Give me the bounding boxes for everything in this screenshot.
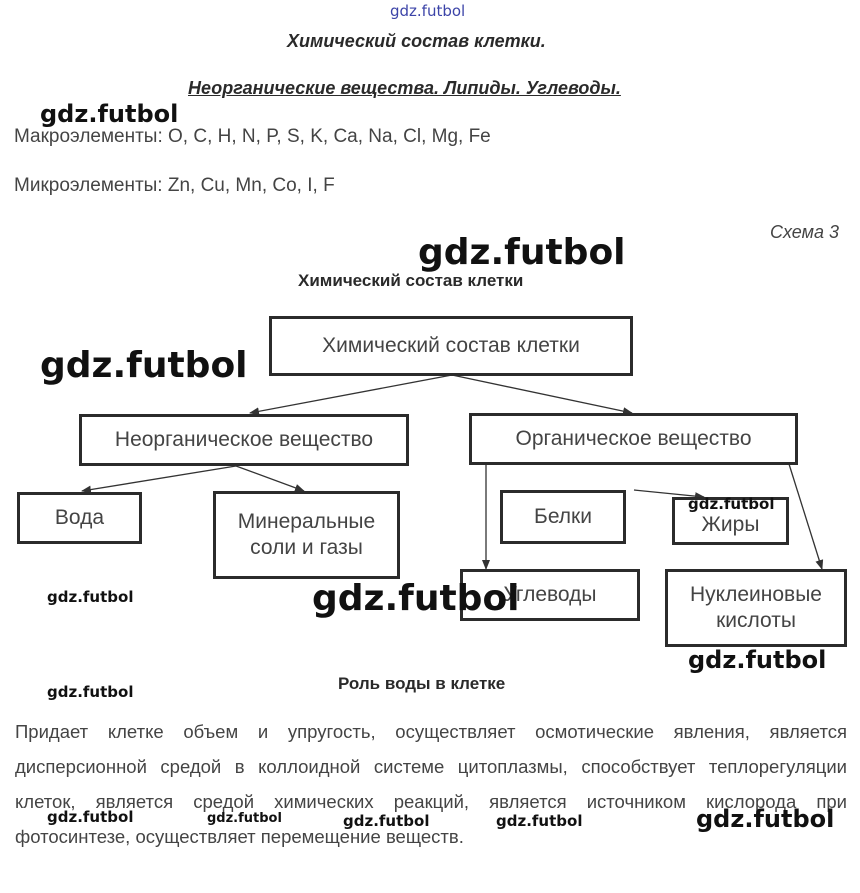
box-organic-substance xyxy=(469,413,798,465)
arrow-inorganic-to-minerals xyxy=(236,466,304,491)
diagram-title: Химический состав клетки xyxy=(298,271,524,290)
watermark: gdz.futbol xyxy=(418,232,626,273)
box-proteins-label: Белки xyxy=(534,504,592,528)
box-nucleic-line1: Нуклеиновые xyxy=(690,582,822,606)
page-subtitle: Неорганические вещества. Липиды. Углеводы. xyxy=(188,78,621,98)
watermark: gdz.futbol xyxy=(696,805,835,833)
watermark: gdz.futbol xyxy=(496,812,583,830)
arrow-root-to-inorganic xyxy=(250,375,452,413)
box-water-label: Вода xyxy=(54,505,105,529)
watermark: gdz.futbol xyxy=(47,683,134,701)
watermark: gdz.futbol xyxy=(207,811,282,826)
watermark: gdz.futbol xyxy=(343,812,430,830)
box-nucleic-line2: кислоты xyxy=(716,609,796,632)
macroelements-line: Макроэлементы: O, C, H, N, P, S, K, Ca, Na, Cl, Mg, Fe xyxy=(14,126,491,147)
watermark: gdz.futbol xyxy=(688,646,827,674)
box-organic-substance-label: Органическое вещество xyxy=(515,426,752,450)
box-fats-label: Жиры xyxy=(701,512,760,536)
page-title: Химический состав клетки. xyxy=(287,31,546,51)
box-minerals-line1: Минеральные xyxy=(237,509,376,533)
box-inorganic-substance xyxy=(79,414,409,466)
watermark: gdz.futbol xyxy=(40,100,179,128)
box-chemical-composition-label: Химический состав клетки xyxy=(322,333,580,357)
watermark: gdz.futbol xyxy=(312,578,520,619)
water-role-heading: Роль воды в клетке xyxy=(338,674,506,693)
box-nucleic-acids xyxy=(665,569,847,647)
water-role-text: Придает клетке объем и упругость, осуществляет осмотические явления, является дисперсионной средой в коллоидной системе цитоплазмы, способствует теплорегуляции клеток, является средой химических реакций, является источником кислорода при фотосинтезе, осуществляет перемещение веществ. xyxy=(15,721,847,847)
box-carbohydrates-label: Углеводы xyxy=(503,582,597,606)
watermark-top: gdz.futbol xyxy=(390,2,466,20)
arrow-organic-to-nucleic xyxy=(789,464,822,569)
watermark: gdz.futbol xyxy=(688,495,775,513)
box-nucleic-acids-label xyxy=(690,582,822,635)
schema-label: Схема 3 xyxy=(770,222,839,242)
watermark: gdz.futbol xyxy=(47,808,134,826)
arrow-root-to-organic xyxy=(452,375,632,413)
box-minerals-line2: соли и газы xyxy=(250,536,363,559)
arrow-inorganic-to-water xyxy=(82,466,236,491)
box-proteins xyxy=(500,490,626,544)
watermark: gdz.futbol xyxy=(47,588,134,606)
box-minerals xyxy=(213,491,400,579)
box-water xyxy=(17,492,142,544)
box-minerals-label xyxy=(238,509,375,562)
microelements-line: Микроэлементы: Zn, Cu, Mn, Co, I, F xyxy=(14,175,335,196)
box-chemical-composition xyxy=(269,316,633,376)
box-inorganic-substance-label: Неорганическое вещество xyxy=(114,427,374,451)
watermark: gdz.futbol xyxy=(40,345,248,386)
